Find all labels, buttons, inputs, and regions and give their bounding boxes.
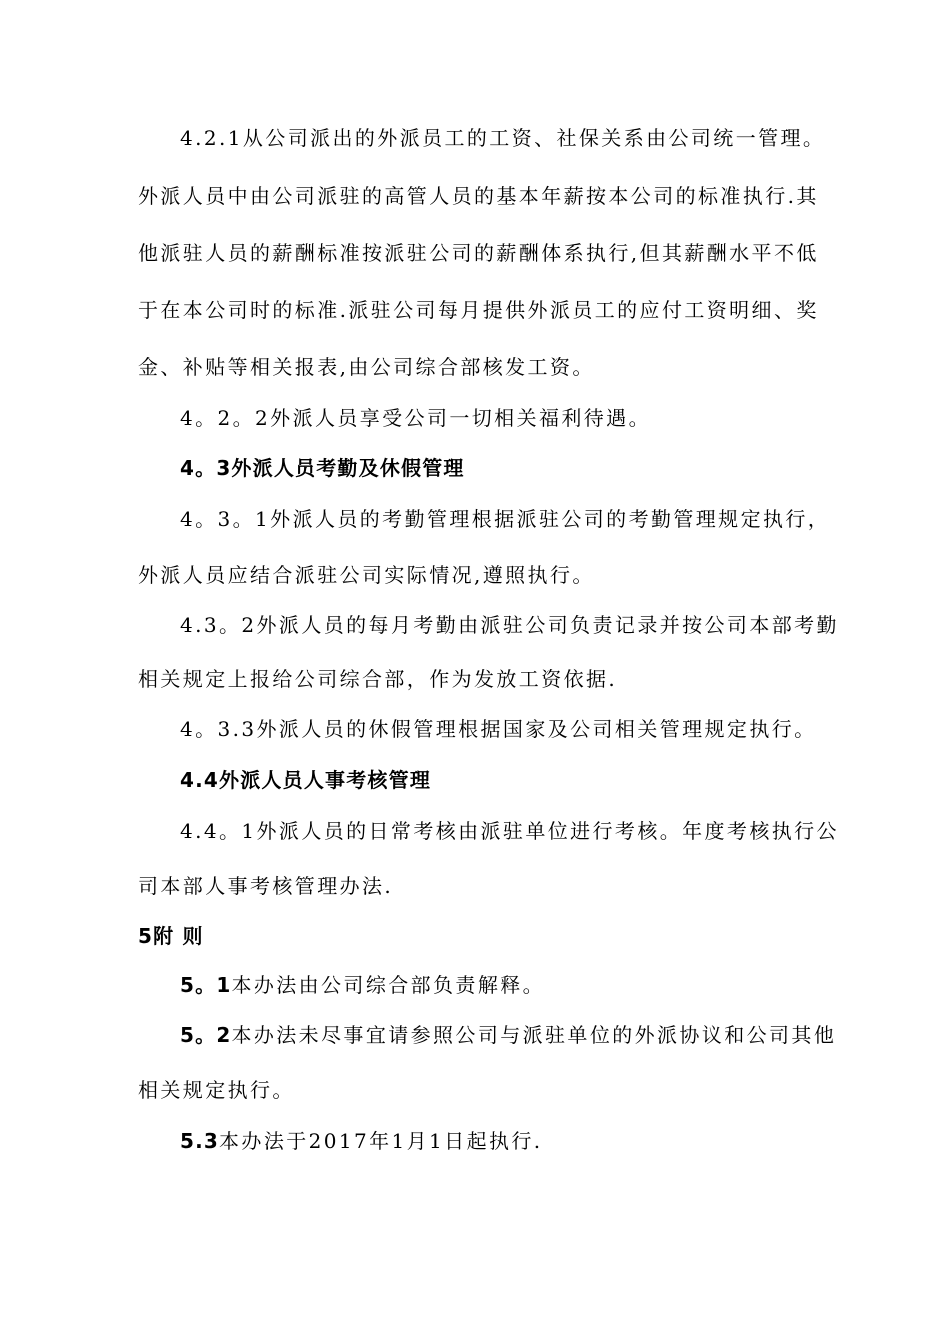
chapter-heading-5: 5附 则 bbox=[138, 924, 204, 948]
paragraph-4-3-1-line-2: 外派人员应结合派驻公司实际情况,遵照执行。 bbox=[138, 563, 595, 587]
paragraph-4-3-3: 4。3.3外派人员的休假管理根据国家及公司相关管理规定执行。 bbox=[180, 717, 817, 741]
paragraph-4-2-1-line-2: 外派人员中由公司派驻的高管人员的基本年薪按本公司的标准执行.其 bbox=[138, 184, 819, 208]
paragraph-5-2-number: 5。2 bbox=[180, 1023, 232, 1047]
paragraph-5-1-number: 5。1 bbox=[180, 973, 232, 997]
paragraph-4-3-1-line-1: 4。3。1外派人员的考勤管理根据派驻公司的考勤管理规定执行， bbox=[180, 507, 831, 531]
paragraph-5-3-text: 本办法于2017年1月1日起执行. bbox=[219, 1129, 543, 1153]
paragraph-5-1-text: 本办法由公司综合部负责解释。 bbox=[231, 973, 546, 997]
paragraph-5-1 bbox=[0, 971, 950, 999]
paragraph-4-2-1-line-3: 他派驻人员的薪酬标准按派驻公司的薪酬体系执行,但其薪酬水平不低 bbox=[138, 241, 819, 265]
paragraph-4-4-1-line-1: 4.4。1外派人员的日常考核由派驻单位进行考核。年度考核执行公 bbox=[180, 819, 839, 843]
paragraph-5-3-number: 5.3 bbox=[180, 1129, 220, 1153]
paragraph-5-2-line-2: 相关规定执行。 bbox=[138, 1078, 295, 1102]
section-heading-4-4: 4.4外派人员人事考核管理 bbox=[180, 768, 432, 792]
paragraph-4-4-1-line-2: 司本部人事考核管理办法. bbox=[138, 874, 394, 898]
paragraph-5-3 bbox=[0, 1127, 950, 1155]
paragraph-5-2-text: 本办法未尽事宜请参照公司与派驻单位的外派协议和公司其他 bbox=[231, 1023, 837, 1047]
paragraph-5-2-line-1 bbox=[0, 1021, 950, 1049]
paragraph-4-2-1-line-5: 金、补贴等相关报表,由公司综合部核发工资。 bbox=[138, 355, 595, 379]
paragraph-4-2-2: 4。2。2外派人员享受公司一切相关福利待遇。 bbox=[180, 406, 651, 430]
section-heading-4-3: 4。3外派人员考勤及休假管理 bbox=[180, 456, 465, 480]
paragraph-4-2-1-line-4: 于在本公司时的标准.派驻公司每月提供外派员工的应付工资明细、奖 bbox=[138, 298, 819, 322]
paragraph-4-3-2-line-2: 相关规定上报给公司综合部，作为发放工资依据. bbox=[138, 667, 618, 691]
paragraph-4-3-2-line-1: 4.3。2外派人员的每月考勤由派驻公司负责记录并按公司本部考勤 bbox=[180, 613, 839, 637]
paragraph-4-2-1-line-1: 4.2.1从公司派出的外派员工的工资、社保关系由公司统一管理。 bbox=[180, 126, 826, 150]
